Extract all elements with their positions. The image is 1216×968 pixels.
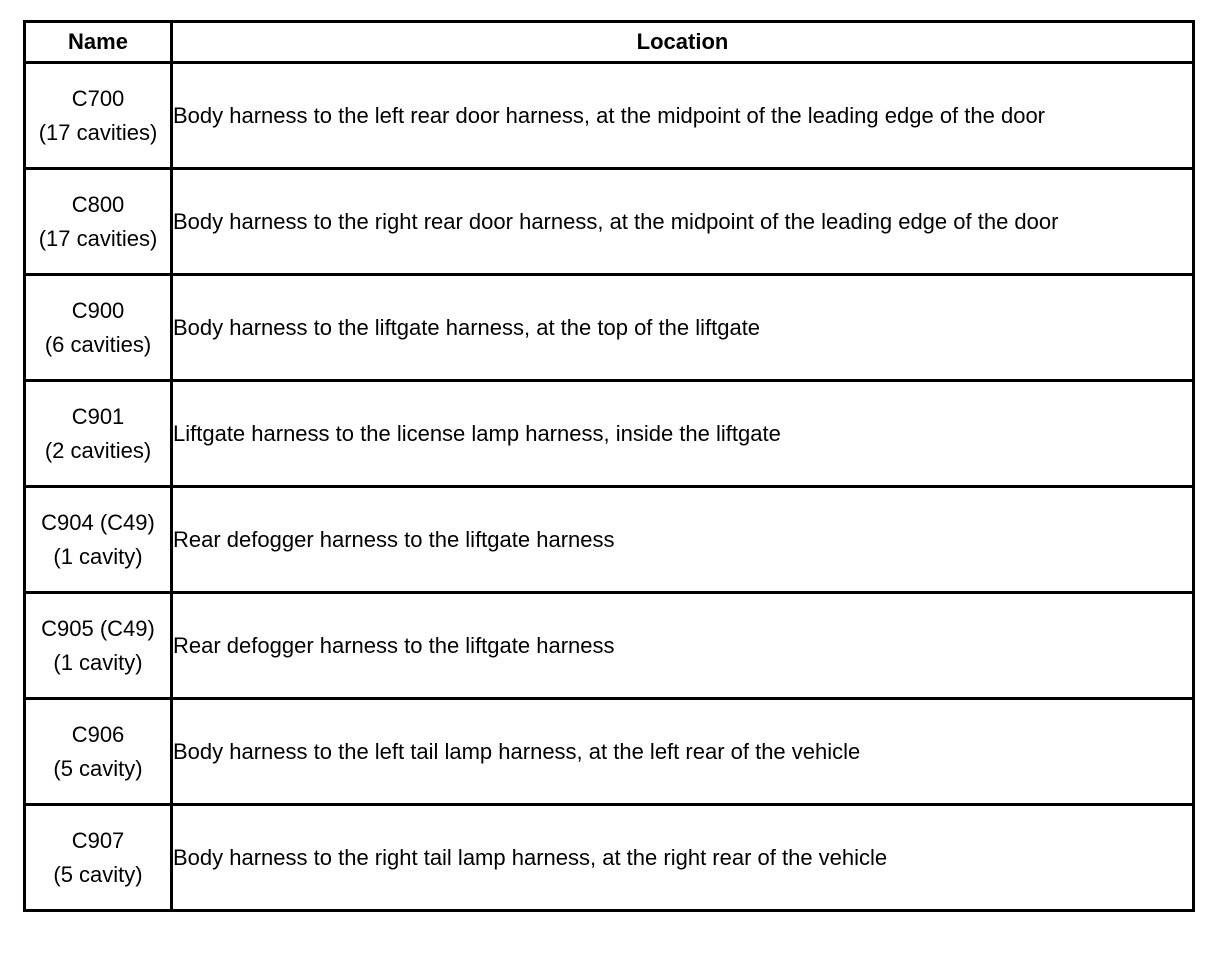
connector-id: C800	[71, 191, 125, 217]
connector-cavities: (17 cavities)	[38, 119, 158, 145]
connector-location-table	[23, 20, 1195, 912]
table-row	[25, 487, 1194, 593]
connector-id: C901	[71, 403, 125, 429]
connector-cavities: (17 cavities)	[38, 225, 158, 251]
connector-location: Body harness to the right tail lamp harness, at the right rear of the vehicle	[172, 805, 1194, 911]
column-header-location: Location	[172, 22, 1194, 63]
table-row	[25, 169, 1194, 275]
connector-name-cell	[25, 699, 172, 805]
connector-cavities: (6 cavities)	[44, 331, 152, 357]
connector-name-cell	[25, 381, 172, 487]
connector-id: C900	[71, 297, 125, 323]
connector-cavities: (1 cavity)	[53, 649, 143, 675]
connector-name-cell	[25, 169, 172, 275]
connector-name-cell	[25, 593, 172, 699]
connector-name-cell	[25, 63, 172, 169]
connector-name-cell	[25, 805, 172, 911]
table-row	[25, 275, 1194, 381]
connector-cavities: (5 cavity)	[53, 861, 143, 887]
connector-cavities: (5 cavity)	[53, 755, 143, 781]
connector-name-cell	[25, 487, 172, 593]
connector-location: Body harness to the left tail lamp harness, at the left rear of the vehicle	[172, 699, 1194, 805]
connector-location: Body harness to the liftgate harness, at the top of the liftgate	[172, 275, 1194, 381]
connector-location: Body harness to the left rear door harness, at the midpoint of the leading edge of the door	[172, 63, 1194, 169]
connector-location: Body harness to the right rear door harness, at the midpoint of the leading edge of the door	[172, 169, 1194, 275]
connector-id: C700	[71, 85, 125, 111]
connector-location: Liftgate harness to the license lamp harness, inside the liftgate	[172, 381, 1194, 487]
table-row	[25, 593, 1194, 699]
connector-id: C905 (C49)	[41, 615, 155, 641]
connector-id: C906	[71, 721, 125, 747]
table-row	[25, 63, 1194, 169]
connector-cavities: (2 cavities)	[44, 437, 152, 463]
table-row	[25, 805, 1194, 911]
table-row	[25, 381, 1194, 487]
connector-name-cell	[25, 275, 172, 381]
connector-id: C904 (C49)	[41, 509, 155, 535]
connector-location: Rear defogger harness to the liftgate harness	[172, 593, 1194, 699]
connector-id: C907	[71, 827, 125, 853]
column-header-name: Name	[25, 22, 172, 63]
table-row	[25, 699, 1194, 805]
table-header-row	[25, 22, 1194, 63]
connector-cavities: (1 cavity)	[53, 543, 143, 569]
connector-location: Rear defogger harness to the liftgate harness	[172, 487, 1194, 593]
